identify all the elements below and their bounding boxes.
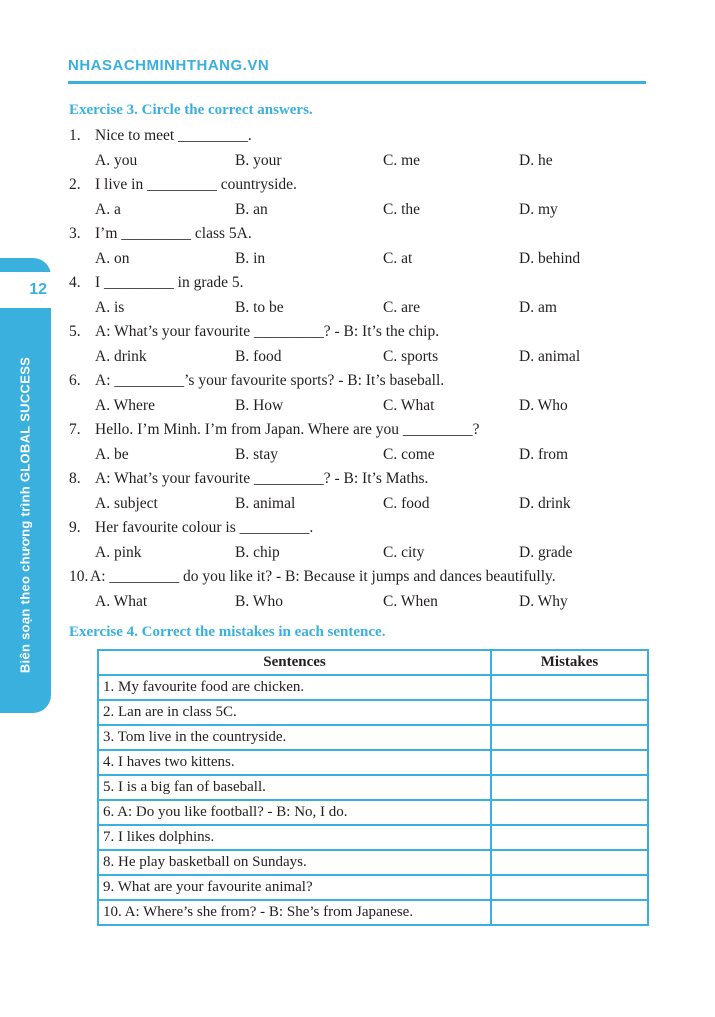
answer-option[interactable]: B. How	[235, 397, 284, 414]
mistake-answer-cell[interactable]	[491, 775, 648, 800]
answer-option[interactable]: B. in	[235, 250, 266, 267]
answer-option[interactable]: A. is	[95, 299, 125, 316]
question-number: 2.	[69, 176, 81, 193]
mistake-answer-cell[interactable]	[491, 675, 648, 700]
question-number: 4.	[69, 274, 81, 291]
sentence-cell: 6. A: Do you like football? - B: No, I do.	[98, 800, 491, 825]
page-number: 12	[0, 272, 51, 308]
answer-option[interactable]: D. drink	[519, 495, 571, 512]
answer-option[interactable]: A. a	[95, 201, 121, 218]
question-number: 6.	[69, 372, 81, 389]
answer-option[interactable]: D. my	[519, 201, 558, 218]
question-text: A: What’s your favourite _________? - B: It’s Maths.	[95, 470, 429, 487]
table-row	[98, 675, 648, 700]
answer-option[interactable]: A. you	[95, 152, 138, 169]
table-row	[98, 700, 648, 725]
question-number: 3.	[69, 225, 81, 242]
question-text: I live in _________ countryside.	[95, 176, 297, 193]
answer-option[interactable]: D. behind	[519, 250, 581, 267]
question-text: Nice to meet _________.	[95, 127, 252, 144]
question-number: 5.	[69, 323, 81, 340]
mistake-answer-cell[interactable]	[491, 750, 648, 775]
answer-option[interactable]: C. food	[383, 495, 430, 512]
answer-option[interactable]: D. animal	[519, 348, 581, 365]
answer-option[interactable]: C. What	[383, 397, 435, 414]
mistake-answer-cell[interactable]	[491, 800, 648, 825]
sentence-cell: 3. Tom live in the countryside.	[98, 725, 491, 750]
sentence-cell: 2. Lan are in class 5C.	[98, 700, 491, 725]
answer-option[interactable]: A. drink	[95, 348, 147, 365]
mistake-answer-cell[interactable]	[491, 850, 648, 875]
table-row	[98, 800, 648, 825]
sentence-cell: 8. He play basketball on Sundays.	[98, 850, 491, 875]
answer-option[interactable]: C. come	[383, 446, 435, 463]
table-row	[98, 725, 648, 750]
question-number: 7.	[69, 421, 81, 438]
answer-option[interactable]: B. chip	[235, 544, 280, 561]
question-text: A: _________’s your favourite sports? - B: It’s baseball.	[95, 372, 445, 389]
answer-option[interactable]: B. to be	[235, 299, 284, 316]
mistake-answer-cell[interactable]	[491, 875, 648, 900]
question-text: A: _________ do you like it? - B: Because it jumps and dances beautifully.	[90, 568, 556, 585]
answer-option[interactable]: A. Where	[95, 397, 155, 414]
mistakes-header: Mistakes	[491, 650, 648, 675]
question-number: 8.	[69, 470, 81, 487]
sentence-cell: 10. A: Where’s she from? - B: She’s from Japanese.	[98, 900, 491, 925]
sentence-cell: 4. I haves two kittens.	[98, 750, 491, 775]
table-row	[98, 825, 648, 850]
table-row	[98, 750, 648, 775]
answer-option[interactable]: A. pink	[95, 544, 142, 561]
question-text: Her favourite colour is _________.	[95, 519, 314, 536]
answer-option[interactable]: D. am	[519, 299, 557, 316]
answer-option[interactable]: D. he	[519, 152, 553, 169]
answer-option[interactable]: D. from	[519, 446, 569, 463]
mistake-answer-cell[interactable]	[491, 725, 648, 750]
answer-option[interactable]: B. an	[235, 201, 268, 218]
answer-option[interactable]: A. What	[95, 593, 148, 610]
question-number: 1.	[69, 127, 81, 144]
table-row	[98, 775, 648, 800]
answer-option[interactable]: C. When	[383, 593, 438, 610]
table-header-row	[98, 650, 648, 675]
answer-option[interactable]: A. on	[95, 250, 130, 267]
mistake-answer-cell[interactable]	[491, 700, 648, 725]
exercise-4-title: Exercise 4. Correct the mistakes in each sentence.	[69, 624, 386, 640]
sentence-cell: 9. What are your favourite animal?	[98, 875, 491, 900]
answer-option[interactable]: B. your	[235, 152, 282, 169]
table-row	[98, 900, 648, 925]
answer-option[interactable]: C. are	[383, 299, 421, 316]
question-text: I _________ in grade 5.	[95, 274, 244, 291]
answer-option[interactable]: C. me	[383, 152, 421, 169]
exercise-3-title: Exercise 3. Circle the correct answers.	[69, 102, 313, 118]
mistake-answer-cell[interactable]	[491, 900, 648, 925]
question-number: 9.	[69, 519, 81, 536]
answer-option[interactable]: A. be	[95, 446, 129, 463]
answer-option[interactable]: C. at	[383, 250, 413, 267]
question-text: A: What’s your favourite _________? - B: It’s the chip.	[95, 323, 440, 340]
answer-option[interactable]: C. the	[383, 201, 421, 218]
answer-option[interactable]: A. subject	[95, 495, 158, 512]
site-header: NHASACHMINHTHANG.VN	[68, 57, 270, 74]
table-row	[98, 850, 648, 875]
sentences-header: Sentences	[98, 650, 491, 675]
question-text: Hello. I’m Minh. I’m from Japan. Where are you _________?	[95, 421, 480, 438]
answer-option[interactable]: B. stay	[235, 446, 279, 463]
answer-option[interactable]: B. animal	[235, 495, 296, 512]
table-row	[98, 875, 648, 900]
answer-option[interactable]: D. Why	[519, 593, 568, 610]
side-tab-label: Biên soạn theo chương trình GLOBAL SUCCESS	[17, 356, 33, 674]
header-divider	[68, 81, 646, 84]
answer-option[interactable]: B. food	[235, 348, 282, 365]
mistake-answer-cell[interactable]	[491, 825, 648, 850]
sentence-cell: 1. My favourite food are chicken.	[98, 675, 491, 700]
answer-option[interactable]: B. Who	[235, 593, 283, 610]
answer-option[interactable]: D. Who	[519, 397, 568, 414]
mistakes-table	[97, 649, 649, 926]
answer-option[interactable]: C. sports	[383, 348, 439, 365]
answer-option[interactable]: D. grade	[519, 544, 573, 561]
sentence-cell: 7. I likes dolphins.	[98, 825, 491, 850]
question-text: I’m _________ class 5A.	[95, 225, 252, 242]
sentence-cell: 5. I is a big fan of baseball.	[98, 775, 491, 800]
question-number: 10.	[69, 568, 89, 585]
answer-option[interactable]: C. city	[383, 544, 425, 561]
